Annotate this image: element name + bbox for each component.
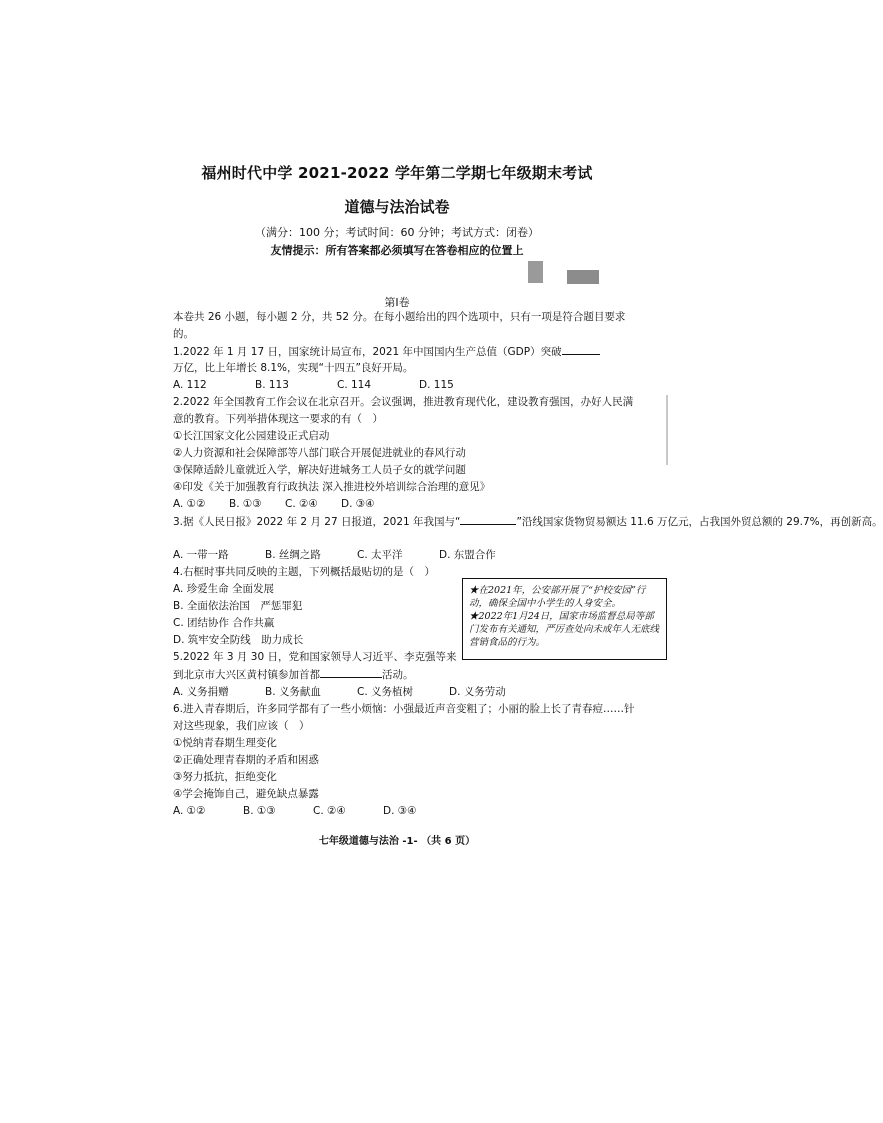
news-box-item-1: ★在2021年，公安部开展了“护校安园”行动，确保全国中小学生的人身安全。 [469, 585, 646, 609]
option-d: D. ③④ [383, 805, 417, 817]
option-c: C. 114 [337, 379, 372, 391]
question-1-options [173, 377, 635, 394]
option-b: B. ①③ [229, 498, 262, 510]
option-c: C. 义务植树 [357, 686, 414, 698]
question-1-stem: 1.2022 年 1 月 17 日，国家统计局宣布，2021 年中国国内生产总值（GDP）突破 [173, 343, 635, 360]
option-b: B. 丝绸之路 [265, 549, 321, 561]
option-c: C. ②④ [313, 805, 346, 817]
option-a: A. ①② [173, 498, 206, 510]
question-4-option-b: B. 全面依法治国 严惩罪犯 [173, 600, 303, 612]
news-box-item-2: ★2022年1月24日，国家市场监督总局等部门发布有关通知，严厉查处向未成年人无底线营销食品的行为。 [469, 611, 660, 648]
question-2-item-4: ④印发《关于加强教育行政执法 深入推进校外培训综合治理的意见》 [173, 481, 491, 493]
question-2-item-1: ①长江国家文化公园建设正式启动 [173, 430, 330, 442]
news-box [462, 578, 667, 660]
section-instruction: 本卷共 26 小题，每小题 2 分，共 52 分。在每小题给出的四个选项中，只有一项是符合题目要求的。 [173, 311, 626, 340]
option-b: B. 义务献血 [265, 686, 321, 698]
exam-tip: 友情提示：所有答案都必须填写在答卷相应的位置上 [270, 244, 524, 257]
question-4-option-c: C. 团结协作 合作共赢 [173, 617, 275, 629]
option-d: D. 东盟合作 [439, 549, 496, 561]
question-4-option-d: D. 筑牢安全防线 助力成长 [173, 634, 304, 646]
question-5-options [173, 684, 635, 701]
question-5-stem: 5.2022 年 3 月 30 日，党和国家领导人习近平、李克强等来到北京市大兴区黄村镇参加首都 活动。 [173, 651, 457, 681]
option-c: C. ②④ [285, 498, 318, 510]
option-b: B. ①③ [243, 805, 276, 817]
question-6-stem: 6.进入青春期后，许多同学都有了一些小烦恼：小强最近声音变粗了；小丽的脸上长了青春痘……针对这些现象，我们应该（ ） [173, 703, 635, 732]
scan-artifact [666, 395, 668, 465]
page-footer: 七年级道德与法治 -1- （共 6 页） [318, 836, 476, 847]
question-2-options [173, 496, 635, 513]
option-d: D. 义务劳动 [449, 686, 506, 698]
exam-info: （满分：100 分；考试时间：60 分钟；考试方式：闭卷） [255, 226, 539, 239]
question-6-item-2: ②正确处理青春期的矛盾和困惑 [173, 754, 319, 766]
question-4-stem: 4.右框时事共同反映的主题，下列概括最贴切的是（ ） [173, 566, 436, 578]
option-a: A. 一带一路 [173, 549, 229, 561]
redacted-mark-1 [528, 261, 543, 283]
option-a: A. 义务捐赠 [173, 686, 229, 698]
question-3-spacer [173, 530, 635, 547]
exam-subtitle: 道德与法治试卷 [344, 198, 450, 216]
question-6-options [173, 803, 635, 820]
question-6-item-1: ①悦纳青春期生理变化 [173, 737, 277, 749]
question-2-item-3: ③保障适龄儿童就近入学，解决好进城务工人员子女的就学问题 [173, 464, 466, 476]
option-a: A. ①② [173, 805, 206, 817]
answer-blank [320, 666, 382, 678]
option-c: C. 太平洋 [357, 549, 403, 561]
section-heading: 第Ⅰ卷 [384, 296, 410, 309]
question-4-option-a: A. 珍爱生命 全面发展 [173, 583, 275, 595]
question-2-item-2: ②人力资源和社会保障部等八部门联合开展促进就业的春风行动 [173, 447, 466, 459]
question-2-stem: 2.2022 年全国教育工作会议在北京召开。会议强调，推进教育现代化，建设教育强国，办好人民满意的教育。下列举措体现这一要求的有（ ） [173, 396, 634, 425]
option-a: A. 112 [173, 379, 207, 391]
answer-blank [562, 343, 600, 355]
option-d: D. 115 [419, 379, 454, 391]
option-b: B. 113 [255, 379, 289, 391]
question-3-options [173, 547, 635, 564]
question-1-stem-cont: 万亿，比上年增长 8.1%，实现“十四五”良好开局。 [173, 362, 414, 374]
exam-title: 福州时代中学 2021-2022 学年第二学期七年级期末考试 [201, 164, 593, 182]
redacted-mark-2 [567, 270, 599, 284]
question-6-item-3: ③努力抵抗，拒绝变化 [173, 771, 277, 783]
question-3-stem: 3.据《人民日报》2022 年 2 月 27 日报道，2021 年我国与“ ”沿线国家货物贸易额达 11.6 万亿元，占我国外贸总额的 29.7%，再创新高。 [173, 513, 635, 530]
answer-blank [460, 513, 516, 525]
questions-content [173, 309, 883, 820]
question-6-item-4: ④学会掩饰自己，避免缺点暴露 [173, 788, 319, 800]
option-d: D. ③④ [341, 498, 375, 510]
